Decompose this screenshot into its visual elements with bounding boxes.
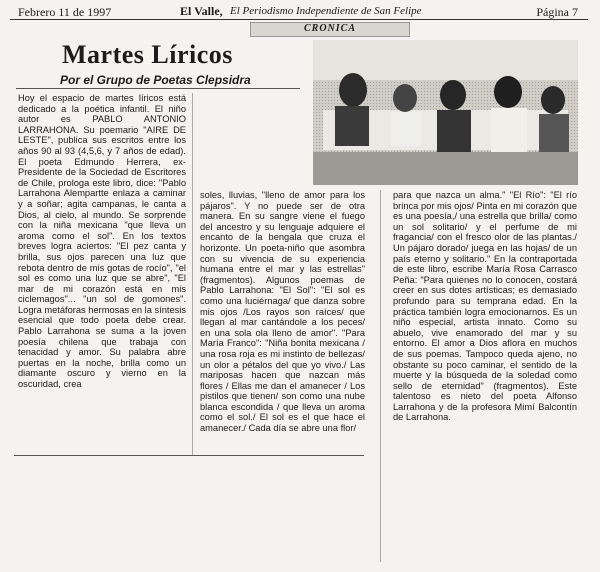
section-bar — [250, 22, 410, 37]
article-title: Martes Líricos — [62, 40, 233, 69]
article-column-1: Hoy el espacio de martes líricos está dedicado a la poética infantil. El niño autor es PABLO ANTONIO LARRAHONA. Su poemario "AIRE DE LESTE", publica sus escritos entre los años 90 al 93 (4,5,6, y 7 años de edad). El poeta Edmundo Herrera, ex-Presidente de la Sociedad de Escritores de Chile, prologa este libro, dice: "Pablo Larrahona Alempartte enlaza a caminar y a soñar; agita campanas, le canta a Dios, al cielo, al mundo. Se sorprende con la niña mexicana "que lleva un aroma como el sol". En los textos breves logra aciertos: "El pez canta y brilla, sus ojos parecen una luz que rebota dentro de mis gotas de rocío", "el sol es como una luz que se abre", "El mar de mi corazón está en mis ciclemagos"... "un sol de gomones". Logra metáforas hermosas en la síntesis esencial que todo poeta debe crear. Pablo Larrahona se suma a la joven poesía chilena que trabaja con tenacidad y amor. Su palabra abre puertas en la noche, brilla como un diamante oscuro y vierno en la oscuridad, crea — [18, 93, 186, 390]
page-number: Página 7 — [536, 5, 578, 19]
section-label: CRONICA — [303, 23, 356, 34]
article-photo — [313, 40, 578, 185]
bottom-rule — [14, 455, 364, 456]
article-column-3: para que nazca un alma." "El Río": "El río brinca por mis ojos/ Pinta en mi corazón que es una poesía,/ una estrella que brilla/ como un sol solitario/ y el perfume de mi fragancia/ con el fresco olor de las plantas./ Un pájaro dorado/ juega en las hojas/ de un país eterno y solitario." En la contraportada de este libro, escribe María Rosa Carrasco Peña: "Para quienes no lo conocen, costará creer en sus dotes artísticas; es demasiado profundo para su temprana edad. En la práctica también logra emocionarnos. Es un niño especial, artista innato. Como su abuelo, vive enamorado del mar y su entorno. El amor a Dios aflora en muchos de sus poemas. Tampoco queda ajeno, no obstante su poco caminar, el sentido de la muerte y la búsqueda de la soledad como sello de eternidad" (fragmentos). Este talentoso es nieto del poeta Alfonso Larrahona y de la profesora Mimí Balcontín de Larrahona. — [393, 190, 577, 423]
article-byline: Por el Grupo de Poetas Clepsidra — [60, 73, 251, 87]
byline-rule — [16, 88, 300, 89]
column-divider — [380, 190, 381, 562]
newspaper-name: El Valle, — [180, 4, 223, 18]
article-column-2: soles, lluvias, "lleno de amor para los pájaros". Y no puede ser de otra manera. En su sangre viene el fuego del ancestro y su lenguaje adquiere el encanto de la bengala que cruza el horizonte. Un poeta-niño que asombra con su vivencia de su experiencia humana entre el mar y las estrellas" (fragmentos). Algunos poemas de Pablo Larrahona: "El Sol": "El sol es como una luciérnaga/ que danza sobre mis ojos /Los rayos son raíces/ que llegan al mar cantándole a los peces/ en una sola ola lleno de amor". "Para María Franco": "Niña bonita mexicana / una rosa roja es mi instinto de bellezas/ un olor a pétalos del que yo vivo./ Las mariposas hacen que nazcan más flores / Ellas me dan el amanecer / Los pistilos que tienen/ son como una nube blanca escondida / que lleva un aroma como el sol./ El sol es el que hace el amanecer./ Cada día se abre una flor/ — [200, 190, 365, 434]
newspaper-tagline: El Periodismo Independiente de San Felipe — [230, 5, 422, 17]
issue-date: Febrero 11 de 1997 — [18, 5, 112, 19]
column-divider — [192, 93, 193, 455]
page-header — [8, 4, 592, 20]
header-rule — [10, 19, 588, 20]
